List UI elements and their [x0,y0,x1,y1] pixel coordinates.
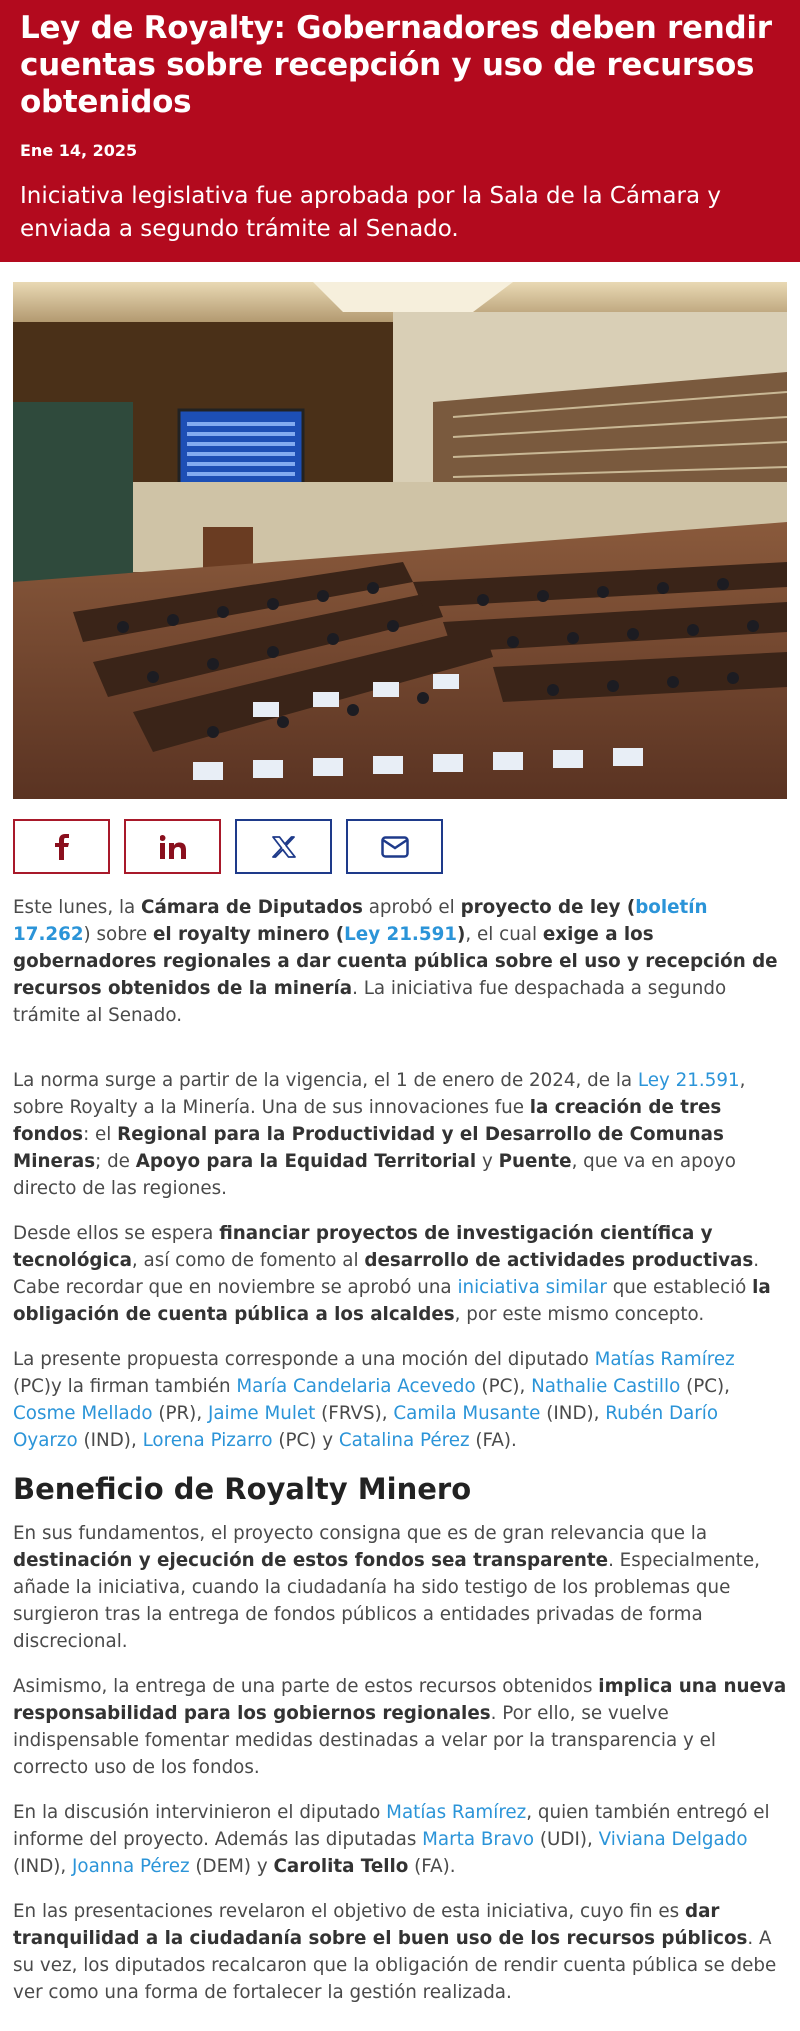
link-ley[interactable]: Ley 21.591 [344,924,458,945]
bold-text: Regional para la Productividad y el Desarrollo de Comunas Mineras [13,1124,724,1172]
link-diputada[interactable]: Joanna Pérez [72,1856,190,1877]
bold-text: financiar proyectos de investigación científica y tecnológica [13,1223,713,1271]
paragraph-1: Este lunes, la Cámara de Diputados aprobó el proyecto de ley (boletín 17.262) sobre el royalty minero (Ley 21.591), el cual exige a los gobernadores regionales a dar cuenta pública sobre el uso y recepción de recursos obtenidos de la minería. La iniciativa fue despachada a segundo trámite al Senado. [13,897,778,1026]
bold-text: Carolita Tello [273,1856,409,1877]
bold-text: exige a los gobernadores regionales a dar cuenta pública sobre el uso y recepción de recursos obtenidos de la minería [13,924,778,999]
link-diputado[interactable]: Nathalie Castillo [531,1376,681,1397]
share-facebook-button[interactable] [13,819,110,874]
paragraph-7: En la discusión intervinieron el diputado Matías Ramírez, quien también entregó el informe del proyecto. Además las diputadas Marta Bravo (UDI), Viviana Delgado (IND), Joanna Pérez (DEM) y Carolita Tello (FA). [13,1802,770,1877]
article-title: Ley de Royalty: Gobernadores deben rendir cuentas sobre recepción y uso de recursos obtenidos [20,10,772,120]
bold-text: Cámara de Diputados [141,897,363,918]
bold-text: la creación de tres fondos [13,1097,722,1145]
article-image [13,282,787,799]
bold-text: dar tranquilidad a la ciudadanía sobre el buen uso de los recursos públicos [13,1901,748,1949]
bold-text: implica una nueva responsabilidad para los gobiernos regionales [13,1676,787,1724]
facebook-icon [51,834,73,860]
article-date: Ene 14, 2025 [20,141,138,160]
bold-text: ) [457,924,466,945]
paragraph-2: La norma surge a partir de la vigencia, el 1 de enero de 2024, de la Ley 21.591, sobre Royalty a la Minería. Una de sus innovaciones fue la creación de tres fondos: el Regional para la Productividad y el Desarrollo de Comunas Mineras; de Apoyo para la Equidad Territorial y Puente, que va en apoyo directo de las regiones. [13,1070,746,1199]
link-diputado[interactable]: Jaime Mulet [207,1403,316,1424]
article-body [0,894,800,2006]
link-diputado[interactable]: Camila Musante [393,1403,541,1424]
link-ley[interactable]: Ley 21.591 [637,1070,740,1091]
share-x-button[interactable] [235,819,332,874]
link-diputada[interactable]: Marta Bravo [422,1829,535,1850]
bold-text: Puente [498,1151,572,1172]
bold-text: Apoyo para la Equidad Territorial [135,1151,477,1172]
x-icon [272,836,296,858]
article-header [0,0,800,262]
link-diputado[interactable]: Lorena Pizarro [142,1430,273,1451]
share-bar [13,819,787,874]
paragraph-3: Desde ellos se espera financiar proyectos de investigación científica y tecnológica, así como de fomento al desarrollo de actividades productivas. Cabe recordar que en noviembre se aprobó una iniciativa similar que estableció la obligación de cuenta pública a los alcaldes, por este mismo concepto. [13,1223,771,1325]
share-email-button[interactable] [346,819,443,874]
bold-text: el royalty minero ( [152,924,345,945]
link-boletin[interactable]: boletín 17.262 [13,897,708,945]
paragraph-5: En sus fundamentos, el proyecto consigna que es de gran relevancia que la destinación y ejecución de estos fondos sea transparente. Especialmente, añade la iniciativa, cuando la ciudadanía ha sido testigo de los problemas que surgieron tras la entrega de fondos públicos a entidades privadas de forma discrecional. [13,1523,760,1652]
chamber-illustration [13,282,787,799]
section-heading: Beneficio de Royalty Minero [13,1472,472,1506]
email-icon [381,836,409,858]
link-diputado[interactable]: Catalina Pérez [338,1430,470,1451]
link-diputado[interactable]: María Candelaria Acevedo [236,1376,476,1397]
article-lead: Iniciativa legislativa fue aprobada por la Sala de la Cámara y enviada a segundo trámite al Senado. [20,183,721,242]
bold-text: desarrollo de actividades productivas [364,1250,754,1271]
link-diputada[interactable]: Viviana Delgado [598,1829,748,1850]
bold-text: la obligación de cuenta pública a los alcaldes [13,1277,771,1325]
paragraph-4: La presente propuesta corresponde a una moción del diputado Matías Ramírez (PC)y la firman también María Candelaria Acevedo (PC), Nathalie Castillo (PC), Cosme Mellado (PR), Jaime Mulet (FRVS), Camila Musante (IND), Rubén Darío Oyarzo (IND), Lorena Pizarro (PC) y Catalina Pérez (FA). [13,1349,735,1451]
bold-text: proyecto de ley ( [460,897,636,918]
link-diputado[interactable]: Matías Ramírez [594,1349,735,1370]
link-diputado[interactable]: Cosme Mellado [13,1403,153,1424]
share-linkedin-button[interactable] [124,819,221,874]
paragraph-6: Asimismo, la entrega de una parte de estos recursos obtenidos implica una nueva responsabilidad para los gobiernos regionales. Por ello, se vuelve indispensable fomentar medidas destinadas a velar por la transparencia y el correcto uso de los fondos. [13,1676,787,1778]
link-diputado[interactable]: Rubén Darío Oyarzo [13,1403,719,1451]
link-diputado[interactable]: Matías Ramírez [386,1802,527,1823]
linkedin-icon [160,835,186,859]
bold-text: destinación y ejecución de estos fondos sea transparente [13,1550,609,1571]
paragraph-8: En las presentaciones revelaron el objetivo de esta iniciativa, cuyo fin es dar tranquilidad a la ciudadanía sobre el buen uso de los recursos públicos. A su vez, los diputados recalcaron que la obligación de rendir cuenta pública se debe ver como una forma de fortalecer la gestión realizada. [13,1901,777,2003]
link-iniciativa-similar[interactable]: iniciativa similar [457,1277,607,1298]
